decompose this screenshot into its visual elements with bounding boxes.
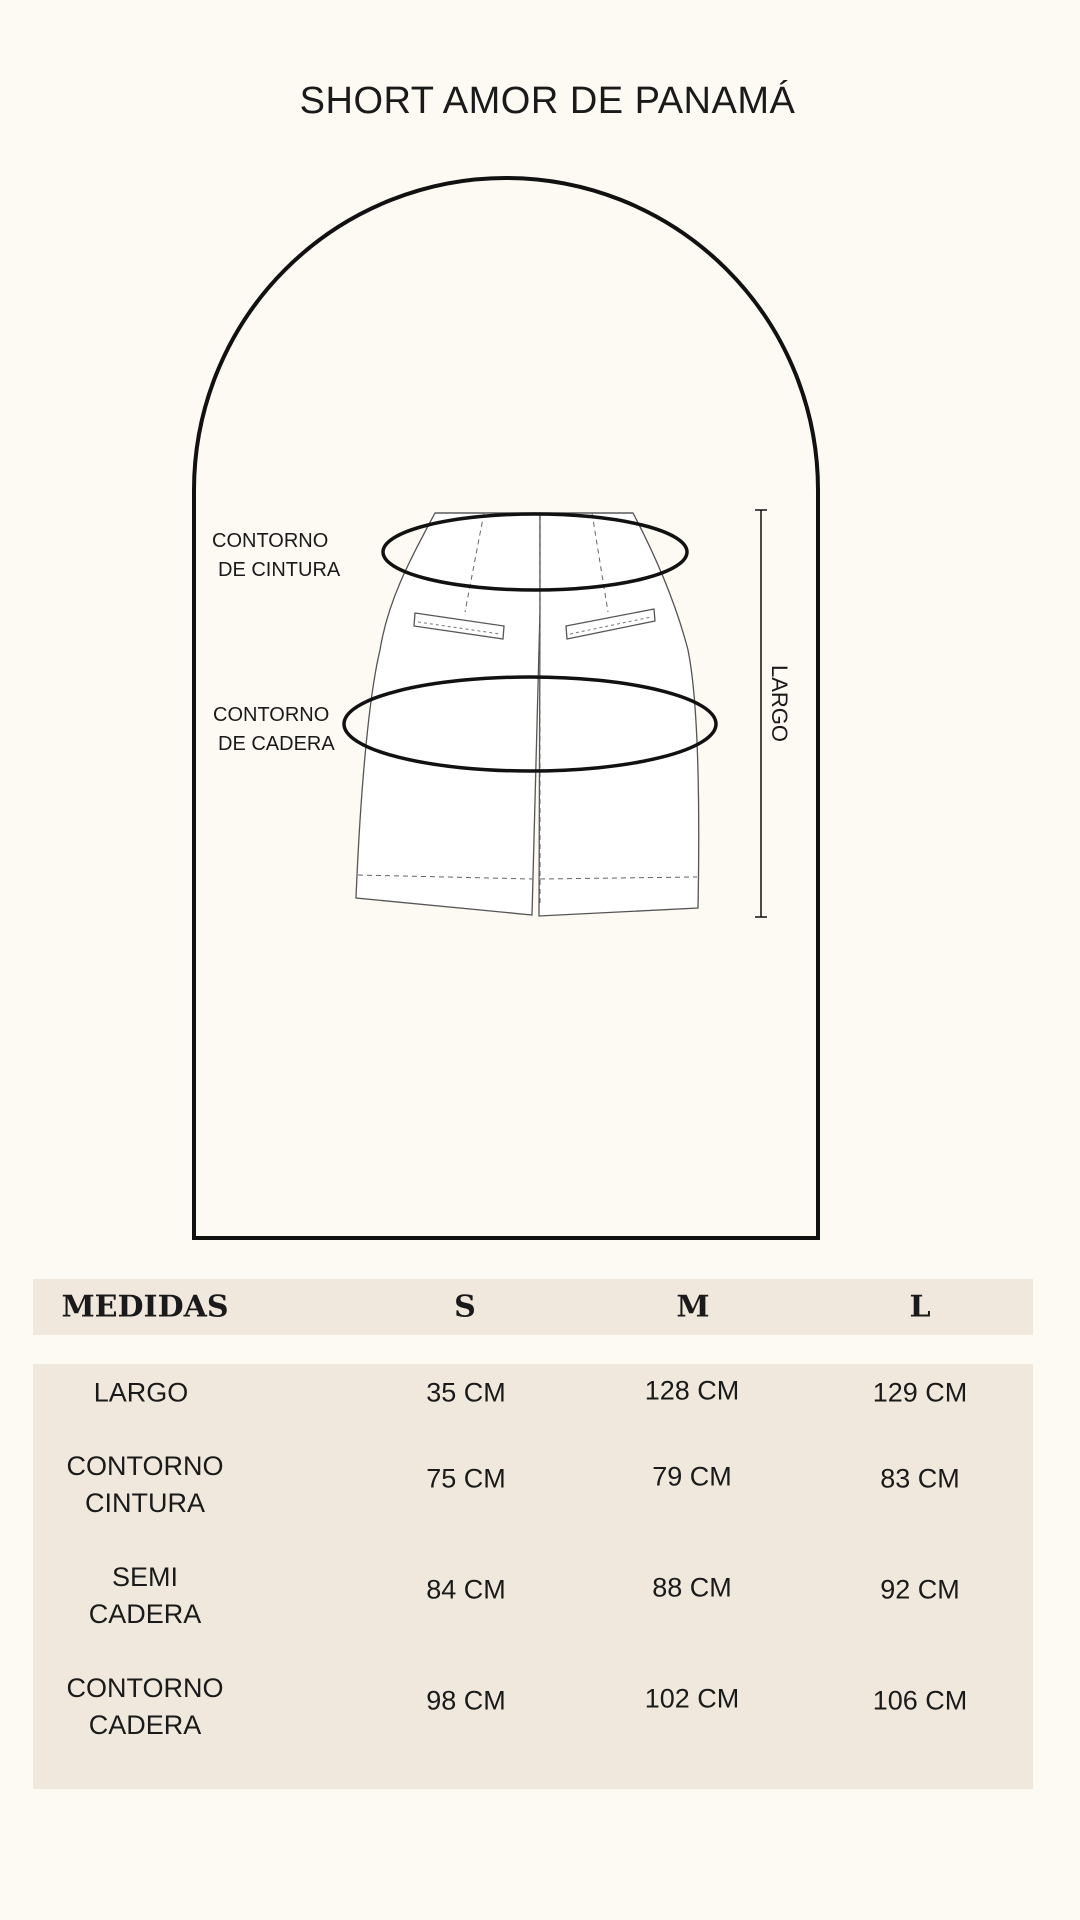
- waist-label-line1: CONTORNO: [212, 530, 329, 552]
- shorts-right-leg: [539, 513, 699, 916]
- cell-semi-cadera-s: 84 CM: [426, 1574, 506, 1605]
- row-label-largo: LARGO: [93, 1377, 189, 1408]
- hip-label-line2: DE CADERA: [218, 733, 335, 755]
- shorts-left-leg: [356, 513, 540, 915]
- header-size-s: S: [454, 1289, 476, 1325]
- cell-semi-cadera-m: 88 CM: [652, 1572, 732, 1603]
- row-label-contorno-cadera: CONTORNO CADERA: [66, 1673, 224, 1740]
- size-table-body: [33, 1364, 1033, 1789]
- length-measure-line: [755, 510, 767, 917]
- cell-cadera-m: 102 CM: [644, 1683, 740, 1714]
- cell-cadera-s: 98 CM: [426, 1685, 506, 1716]
- page-title: SHORT AMOR DE PANAMÁ: [299, 80, 796, 122]
- hip-label-line1: CONTORNO: [213, 704, 330, 726]
- header-size-l: L: [909, 1289, 931, 1325]
- row-label-semi-cadera: SEMI CADERA: [88, 1562, 202, 1629]
- cell-semi-cadera-l: 92 CM: [880, 1574, 960, 1605]
- cell-cintura-l: 83 CM: [880, 1463, 960, 1494]
- cell-largo-l: 129 CM: [872, 1377, 968, 1408]
- cell-largo-m: 128 CM: [644, 1375, 740, 1406]
- row-label-contorno-cintura: CONTORNO CINTURA: [66, 1451, 224, 1518]
- cell-cintura-s: 75 CM: [426, 1463, 506, 1494]
- header-medidas: MEDIDAS: [61, 1289, 229, 1325]
- cell-cintura-m: 79 CM: [652, 1461, 732, 1492]
- size-table-header: [33, 1279, 1033, 1335]
- length-label: LARGO: [767, 665, 792, 743]
- waist-label-line2: DE CINTURA: [218, 559, 341, 581]
- header-size-m: M: [676, 1289, 710, 1325]
- cell-cadera-l: 106 CM: [872, 1685, 968, 1716]
- cell-largo-s: 35 CM: [426, 1377, 506, 1408]
